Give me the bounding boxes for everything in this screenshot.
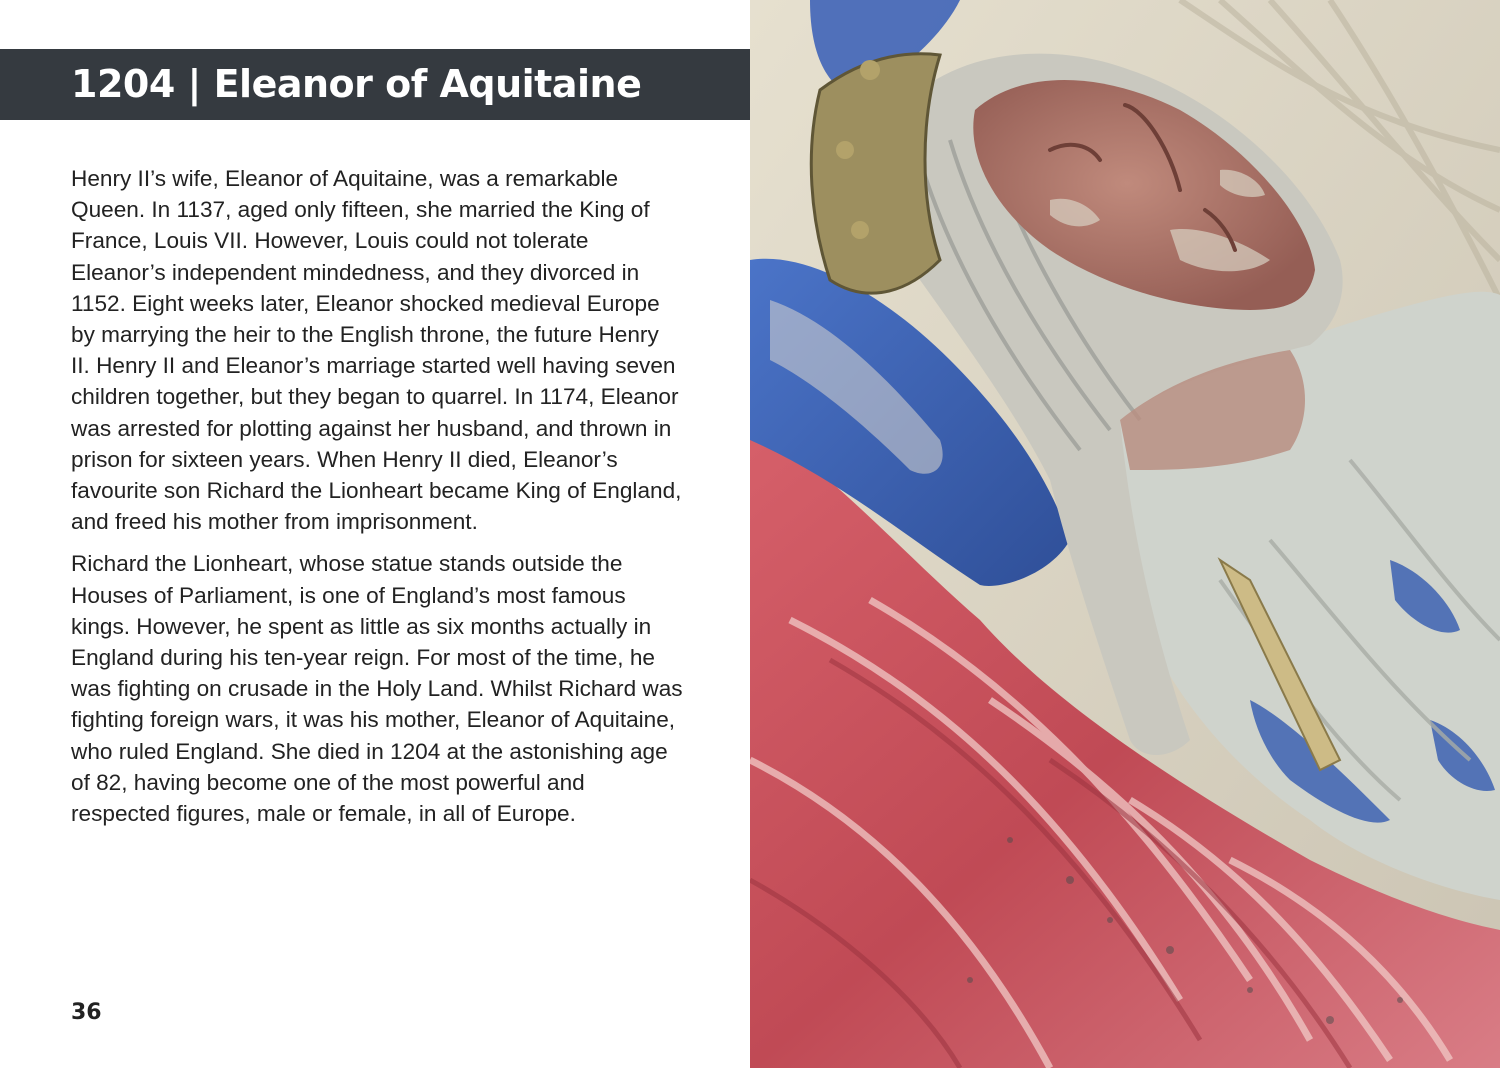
body-text xyxy=(71,163,683,840)
effigy-photo xyxy=(750,0,1500,1068)
crown xyxy=(811,54,940,293)
page-title: 1204 | Eleanor of Aquitaine xyxy=(71,62,642,106)
paragraph-2: Richard the Lionheart, whose statue stands outside the Houses of Parliament, is one of England’s most famous kings. However, he spent as little as six months actually in England during his ten-year reign. For most of the time, he was fighting on crusade in the Holy Land. Whilst Richard was fighting foreign wars, it was his mother, Eleanor of Aquitaine, who ruled England. She died in 1204 at the astonishing age of 82, having become one of the most powerful and respected figures, male or female, in all of Europe. xyxy=(71,551,683,827)
paragraph-1: Henry II’s wife, Eleanor of Aquitaine, was a remarkable Queen. In 1137, aged only fifteen, she married the King of France, Louis VII. However, Louis could not tolerate Eleanor’s independent mindedness, and they divorced in 1152. Eight weeks later, Eleanor shocked medieval Europe by marrying the heir to the English throne, the future Henry II. Henry II and Eleanor’s marriage started well having seven children together, but they began to quarrel. In 1174, Eleanor was arrested for plotting against her husband, and thrown in prison for sixteen years. When Henry II died, Eleanor’s favourite son Richard the Lionheart became King of England, and freed his mother from imprisonment. xyxy=(71,166,682,535)
page-number: 36 xyxy=(71,1000,102,1025)
effigy-illustration xyxy=(750,0,1500,1068)
title-bar xyxy=(0,49,750,120)
